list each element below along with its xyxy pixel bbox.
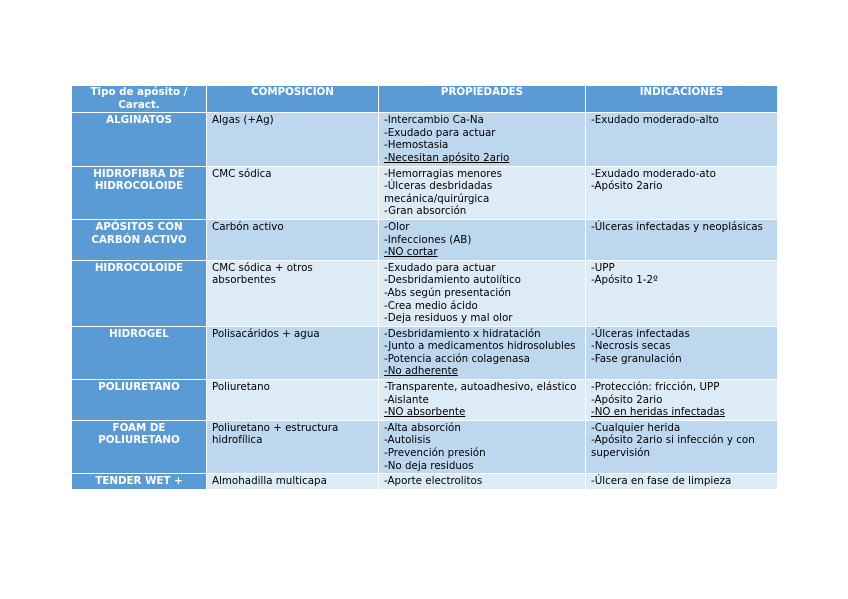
properties-cell (379, 260, 586, 326)
properties-cell (379, 219, 586, 260)
table-row (72, 219, 778, 260)
cell-line: -Úlceras desbridadas mecánica/quirúrgica (384, 180, 493, 205)
dressing-type-cell: TENDER WET + (72, 474, 207, 490)
cell-line: CMC sódica + otros absorbentes (212, 261, 313, 287)
properties-cell (379, 380, 586, 421)
cell-line: -Apósito 2ario si infección y con supervisión (591, 434, 755, 460)
indications-cell (586, 474, 778, 490)
cell-line: -Cualquier herida (591, 421, 681, 434)
cell-line: -No deja residuos (384, 459, 474, 472)
cell-line: Carbón activo (212, 220, 284, 233)
cell-line: -Úlceras infectadas (591, 327, 690, 340)
cell-line: -Protección: fricción, UPP (591, 381, 720, 394)
cell-line: -Exudado moderado-ato (591, 167, 716, 180)
dressing-type-cell: APÓSITOS CON CARBÓN ACTIVO (72, 219, 207, 260)
cell-line: -Exudado moderado-alto (591, 114, 719, 127)
cell-line: -UPP (591, 261, 615, 274)
cell-line: -Apósito 1-2º (591, 274, 658, 287)
cell-line: -Junto a medicamentos hidrosolubles (384, 340, 576, 353)
cell-line: Almohadilla multicapa (212, 475, 327, 488)
cell-line: -Crea medio ácido (384, 299, 478, 312)
cell-line: -Úlcera en fase de limpieza (591, 475, 732, 488)
cell-line: -NO absorbente (384, 406, 466, 419)
cell-line: -Gran absorción (384, 205, 467, 218)
properties-cell (379, 113, 586, 166)
cell-line: -Úlceras infectadas y neoplásicas (591, 220, 763, 233)
composition-cell (207, 113, 379, 166)
cell-line: -Infecciones (AB) (384, 233, 472, 246)
header-composition: COMPOSICIÓN (207, 86, 379, 113)
cell-line: -Aislante (384, 393, 429, 406)
dressing-table (71, 85, 778, 490)
dressing-type-cell: HIDROFIBRA DE HIDROCOLOIDE (72, 166, 207, 219)
indications-cell (586, 113, 778, 166)
composition-cell (207, 219, 379, 260)
cell-line: -Aporte electrolitos (384, 475, 483, 488)
table-row (72, 326, 778, 379)
cell-line: -Necrosis secas (591, 340, 671, 353)
cell-line: -Autolisis (384, 434, 431, 447)
table-row (72, 380, 778, 421)
table-row (72, 260, 778, 326)
header-indications: INDICACIONES (586, 86, 778, 113)
cell-line: -Exudado para actuar (384, 261, 496, 274)
indications-cell (586, 219, 778, 260)
cell-line: Algas (+Ag) (212, 114, 274, 127)
indications-cell (586, 260, 778, 326)
properties-cell (379, 166, 586, 219)
indications-cell (586, 420, 778, 473)
cell-line: Poliuretano + estructura hidrofílica (212, 421, 339, 447)
cell-line: -Intercambio Ca-Na (384, 114, 484, 127)
cell-line: -Alta absorción (384, 421, 461, 434)
composition-cell (207, 380, 379, 421)
dressing-type-cell: POLIURETANO (72, 380, 207, 421)
cell-line: -Exudado para actuar (384, 126, 496, 139)
cell-line: -NO cortar (384, 246, 438, 259)
cell-line: Polisacáridos + agua (212, 327, 320, 340)
cell-line: -Abs según presentación (384, 286, 512, 299)
cell-line: -Deja residuos y mal olor (384, 312, 513, 325)
cell-line: -Fase granulación (591, 352, 682, 365)
header-type: Tipo de apósito / Caract. (72, 86, 207, 113)
composition-cell (207, 166, 379, 219)
cell-line: -Necesitan apósito 2ario (384, 151, 510, 164)
cell-line: CMC sódica (212, 167, 272, 180)
indications-cell (586, 166, 778, 219)
cell-line: -Apósito 2ario (591, 180, 663, 193)
cell-line: -Prevención presión (384, 447, 486, 460)
table-row (72, 474, 778, 490)
cell-line: -Apósito 2ario (591, 393, 663, 406)
cell-line: -Hemostasia (384, 139, 449, 152)
cell-line: -Desbridamiento autolítico (384, 274, 521, 287)
cell-line: Poliuretano (212, 381, 270, 394)
properties-cell (379, 420, 586, 473)
cell-line: -Hemorragias menores (384, 167, 502, 180)
indications-cell (586, 380, 778, 421)
composition-cell (207, 474, 379, 490)
cell-line: -Transparente, autoadhesivo, elástico (384, 381, 577, 394)
table-row (72, 420, 778, 473)
table-body (72, 113, 778, 490)
cell-line: -Desbridamiento x hidratación (384, 327, 541, 340)
composition-cell (207, 326, 379, 379)
composition-cell (207, 420, 379, 473)
cell-line: -Olor (384, 220, 410, 233)
table-row (72, 166, 778, 219)
dressing-type-cell: FOAM DE POLIURETANO (72, 420, 207, 473)
table-header-row (72, 86, 778, 113)
properties-cell (379, 474, 586, 490)
composition-cell (207, 260, 379, 326)
cell-line: -No adherente (384, 365, 458, 378)
properties-cell (379, 326, 586, 379)
dressing-type-cell: HIDROGEL (72, 326, 207, 379)
cell-line: -Potencia acción colagenasa (384, 352, 530, 365)
table-row (72, 113, 778, 166)
dressing-type-cell: ALGINATOS (72, 113, 207, 166)
indications-cell (586, 326, 778, 379)
cell-line: -NO en heridas infectadas (591, 406, 725, 419)
header-properties: PROPIEDADES (379, 86, 586, 113)
dressing-type-cell: HIDROCOLOIDE (72, 260, 207, 326)
